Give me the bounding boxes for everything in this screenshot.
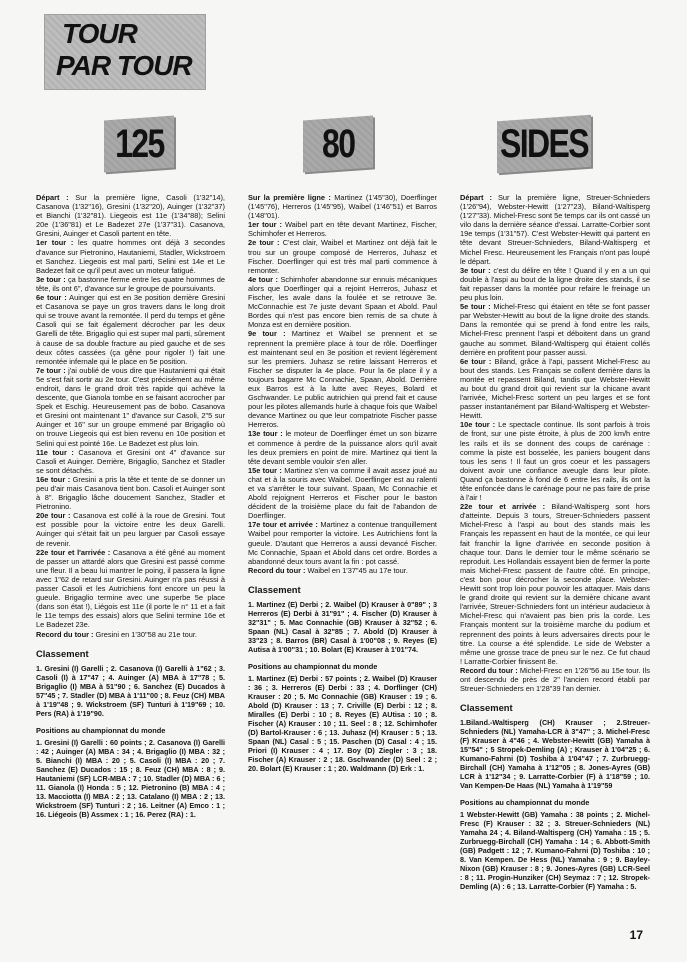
para (460, 357, 650, 421)
para (36, 448, 225, 475)
para-text: Le spectacle continue. Ils sont parfois à trois de front, sur une piste étroite, à plus de 200 km/h entre les rails et ils se donnent des coups de carénage : comme la piste est bosselée, les paniers bougent dans tous les sens ! Il faut un gros coeur et les passagers doivent avoir une confiance aveugle dans leur pilote. Quand ça bastonne à fond de 6 entre les rails, ils ont la tête enfoncée dans le carénage pour ne pas faire de prise à l'air ! (460, 420, 651, 503)
page-title-block (44, 14, 206, 90)
para-text: ça bastonne ferme entre les quatre hommes de tête, ils ont 6", d'avance sur le groupe de poursuivants. (36, 274, 225, 293)
para-text: les quatre hommes ont déjà 3 secondes d'avance sur Pietronino, Hautaniemi, Stadler, Wickstroem et Sanchez. Liegeois est mal parti, Selini est 14e et Le Badezet fait ce qu'il peut avec un moteur fatigué. (36, 238, 226, 275)
para-text: le moteur de Doerflinger émet un son bizarre et commence à perdre de la puissance alors qu'il avait les deux premiers en point de mire. Martinez qui tient la tête devant semble vouloir s'en aller. (248, 429, 438, 466)
para (36, 238, 225, 274)
header-sides-label: SIDES (499, 121, 589, 166)
para-text: Schirnhofer abandonne sur ennuis mécaniques alors que Doerflinger qui a rejoint Herreros, Juhasz et Fischer, les avale dans la foulée et se retrouve 3e. McConnachie est 7e juste devant Spaan et Abold. Paul Bordes qui n'est pas encore bien remis de sa chute à Monza est en dernière position. (248, 274, 437, 330)
para-head: 15e tour : (248, 465, 282, 475)
classement-results: 1. Gresini (I) Garelli ; 2. Casanova (I) Garelli à 1"62 ; 3. Casoli (I) à 17"47 ; 4. Auinger (A) MBA à 17"78 ; 5. Brigaglio (I) MBA à 51"90 ; 6. Sanchez (E) Ducados à 57"45 ; 7. Stadler (D) MBA à 1'11"00 ; 8. Feuz (CH) MBA à 1'19"48 ; 9. Wickstroem (SF) Tunturi à 1'19"69 ; 10. Pers (RA) à 1'19"90. (36, 663, 225, 718)
para (36, 511, 225, 547)
classement-results: 1. Martinez (E) Derbi ; 2. Waibel (D) Krauser à 0"89" ; 3 Herreros (E) Derbi à 31"91" ; 4. Fischer (D) Krauser à 32"31" ; 5. Mac Connachie (GB) Krauser à 32"52 ; 6. Spaan (NL) Casal à 32"85 ; 7. Abold (D) Krauser à 33"23 ; 8. Barros (BR) Casal à 1'00"08 ; 9. Reyes (E) Autisa à 1'00"31 ; 10. Bolart (E) Krauser à 1'01"74. (248, 600, 437, 655)
para-head: 17e tour et arrivée : (248, 520, 318, 530)
para-head: 3e tour : (460, 265, 491, 275)
header-sides (497, 115, 591, 174)
header-80 (303, 116, 373, 173)
para-text: Michel-Fresc qui étaient en tête se font passer par Webster-Hewitt au bout de la ligne droite des stands. Dans la remontée qui se prend à fond entre les rails, Michel-Fresc prennent l'aspi et déboitent dans un grand gauche au sommet. Biland-Waltisperg qui étaient collés derrière en profitent pour passer aussi. (460, 302, 650, 357)
para-head: 2e tour : (248, 238, 280, 248)
para (460, 502, 650, 666)
para (248, 220, 437, 238)
para-head: Record du tour : (248, 565, 306, 575)
header-125-label: 125 (114, 121, 164, 166)
para-head: 6e tour : (36, 293, 67, 303)
para-head: Départ : (460, 193, 492, 202)
para (248, 329, 437, 429)
page-number: 17 (629, 928, 643, 942)
para-head: 22e tour et l'arrivée : (36, 547, 111, 557)
para-text: Gresini a pris la tête et tente de se donner un peu d'air mais Casanova tient bon. Casoli et Auinger sont à 8". Brigaglio lâche doucement Sanchez, Stadler et Pietronino. (36, 474, 225, 512)
para-head: 5e tour : (460, 302, 491, 312)
championship-standings: 1. Gresini (I) Garelli : 60 points ; 2. Casanova (I) Garelli : 42 ; Auinger (A) MBA : 34 ; 4. Brigaglio (I) MBA : 32 ; 5. Bianchi (I) MBA : 20 ; 5. Casoli (I) MBA : 20 ; 7. Sanchez (E) Ducados : 15 ; 8. Feuz (CH) MBA : 8 ; 9. Hautaniemi (SF) LCR-MBA : 7 ; 10. Stadler (D) MBA : 6 ; 11. Gianola (I) Honda : 5 ; 12. Pietronino (B) MBA : 4 ; 13. Macciotta (I) MBA : 2 ; 13. Catalano (I) MBA : 2 ; 13. Wickstroem (SF) Tunturi : 2 ; 16. Leitner (A) Emco : 1 ; 16. Liégeois (B) Assmex : 1 ; 16. Perez (RA) : 1. (36, 737, 225, 819)
para (36, 293, 225, 366)
para-head: Record du tour : (36, 629, 94, 639)
para-text: Martinez a contenue tranquillement Waibel pour remporter la victoire. Les Autrichiens font la gueule. D'autant que Herreros a aussi devancé Fischer. Mc Connachie, Spaan et Abold dans cet ordre. Bordes a abandonné deux tours avant la fin : pot cassé. (248, 520, 437, 566)
para-head: 20e tour : (36, 511, 71, 521)
page-title-line1: TOUR (62, 18, 137, 49)
para (460, 266, 650, 302)
para-text: Gresini en 1'30"58 au 21e tour. (95, 629, 197, 639)
column-80 (248, 193, 437, 773)
para (460, 420, 650, 502)
para (36, 548, 225, 630)
para-text: j'ai oublié de vous dire que Hautaniemi qui était 5e s'est fait sortir au 2e tour. C'est précisément au même endroit, dans le grand droit très rapide qui achève la descente, que Gianola tombe en se faisant accrocher par Spek et Eschig. Heureusement pas de bobo. Casanova et Gresini ont maintenant 1" d'avance sur Casoli, 2"5 sur Auinger et 16" sur un groupe emmené par Brigaglio où on trouve Liegeois qui est bien revenu en 10e position et Selini qui est pointé 16e. Le Badezet est plus loin. (36, 365, 225, 448)
para-head: Départ : (36, 193, 69, 202)
para (36, 193, 225, 238)
para (248, 429, 437, 465)
para-head: 7e tour : (36, 365, 66, 375)
para-head: 6e tour : (460, 356, 492, 366)
para (36, 475, 225, 511)
para (248, 238, 437, 274)
para-text: Waibel en 1'37"45 au 17e tour. (307, 565, 408, 575)
para (248, 275, 437, 330)
para-text: C'est clair, Waibel et Martinez ont déjà fait le trou sur un groupe composé de Herreros, Juhasz et Fischer. Doerflinger qui est très mal parti commence à remonter. (248, 238, 437, 275)
para-text: c'est du délire en tête ! Quand il y en a un qui double à l'aspi au bout de la ligne droite des stands, il se fait repasser dans la montée pour refaire le freinage un peu plus loin. (460, 265, 651, 303)
para-head: 22e tour et arrivée : (460, 502, 546, 512)
para-text: Auinger qui est en 3e position derrière Gresini et Casanova se paye un gros travers dans le long droit qui se trouve avant la remontée. Il perd du temps et gêne Casoli qui se fait également décrocher par les deux Garelli de tête. Brigaglio qui est super mal parti, sûrement à cause de sa double fracture au pied gauche et de ses deux côtes cassées (ça gêne pour rigoler !) fait une remontée infernale qui le place en 5e position. (36, 293, 225, 366)
para-head: 1er tour : (36, 238, 74, 248)
para (248, 466, 437, 521)
para (460, 302, 650, 357)
para (460, 193, 650, 266)
championship-heading: Positions au championnat du monde (248, 662, 378, 672)
para-head: 16e tour : (36, 474, 71, 484)
classement-heading: Classement (36, 647, 89, 659)
para (248, 566, 437, 575)
para-text: Biland-Waltisperg sont hors d'atteinte. Depuis 3 tours, Streuer-Schnieders passent Michel-Fresc à l'aspi au bout des stands mais les Français les repassent en haut de la montée, ce qui leur fait franchir la ligne d'arrivée en seconde position à chaque tour. Dans le dernier tour le même scénario se reproduit. Les Hollandais essayent bien de fermer la porte mais Michel-Fresc passent de l'autre côté. En principe, c'est bon pour décrocher la seconde place. Webster-Hewitt sont trop loin pour pouvoir les attaquer. Mais dans le grand droite qui revient sur la dernière chicane avant l'arrivée, Streuer-Schnieders font un intérieur audacieux à Michel-Fresc qui n'avaient pas bien pris la corde. Les Français montent sur la troisième marche du podium et reprennent des points à leurs adversaires directs pour le titre. La course a été splendide. Le side de Webster a même une grosse trace de pneu sur le nez. Ce fut chaud ! Larratte-Corbier finissent 8e. (460, 502, 650, 666)
para-text: Martinez et Waibel se prennent et se reprennent la première place à tour de rôle. Doerflinger est maintenant seul en 3e position et revient légèrement sur les premiers. Juhasz se retire laissant Herreros et Fischer se disputer la 4e place. Pour la 6e place il y a toujours bagarre Mc Connachie, Spaan, Abold. Derrière eux Barros est à la lutte avec Reyes, Bolard et Gschwander. Le public autrichien qui prend fait et cause pour les pilotes allemands hurle à chaque fois que Waibel devance Martinez ou que leur compatriote Fischer passe Herreros. (248, 329, 437, 430)
para (248, 193, 437, 220)
para-head: Sur la première ligne : (248, 193, 331, 202)
para (36, 275, 225, 293)
para-head: Record du tour : (460, 665, 518, 675)
para-text: Martinez s'en va comme il avait assez joué au chat et à la souris avec Waibel. Doerflinger est au ralenti et va s'arrêter le tour suivant. Spaan, Mc Connachie et Abold rejoignent Herreros et Fischer pour le baston décident de la troisième place du fait de l'abandon de Doerflinger. (248, 465, 437, 521)
classement-results: 1.Biland.-Waltisperg (CH) Krauser ; 2.Streuer-Schnieders (NL) Yamaha-LCR à 3"47" ; 3. Michel-Fresc (F) Krauser à 4"46 ; 4. Webster-Hewitt (GB) Yamaha à 15"54" ; 5 Stropek-Demling (A) ; Krauser à 1'04"25 ; 6. Kumano-Fahrni (D) Toshiba à 1'04"47 ; 7. Zurbruegg-Birchall (CH) Yamaha à 1'12"05 ; 8. Jones-Ayres (GB) LCR à 1'12"34 ; 9. Larratte-Corbier (F) à 1'18"59 ; 10. Van Kempen-De Haas (NL) Yamaha à 1'19"59 (460, 718, 650, 791)
championship-standings: 1 Webster-Hewitt (GB) Yamaha : 38 points ; 2. Michel-Fresc (F) Krauser : 32 ; 3. Streuer-Schnieders (NL) Yamaha 24 ; 4. Biland-Waltisperg (CH) Yamaha : 15 ; 5. Zurbruegg-Birchall (CH) Yamaha : 14 ; 6. Abbott-Smith (GB) Padgett : 12 ; 7. Kumano-Fahrni (D) Toshiba : 10 ; 8. Van Kempen. De Hess (NL) Yamaha : 9 ; 9. Bayley-Nixon (GB) Krauser : 8 ; 9. Jones-Ayres (GB) LCR-Seel : 8 ; 11. Progin-Hunziker (CH) Seymaz : 7 ; 12. Stropek-Demling (A) : 6 ; 13. Larratte-Corbier (F) Yamaha : 5. (460, 810, 650, 892)
para-head: 11e tour : (36, 447, 74, 457)
header-125 (104, 116, 174, 173)
para-head: 4e tour : (248, 274, 278, 284)
para-text: Casanova a été gêné au moment de passer un attardé alors que Gresini est passé comme une fleur. Il a beau lui mantrer le poing, il passera la ligne avec 1"62 de retard sur Gresini. Auinger n'a pas réussi à passer Casoli et les Autrichiens font encore un peu la gueule. Brigaglio termine avec une superbe 5e place (dans son état !), Liégois est 11e (il porte le n° 11 et a fait le 11e temps des essais) alors que Selini termine 16e et Le Badezet 23e. (36, 547, 225, 630)
para-text: Martinez (1'45"30), Doerflinger (1'45"76), Herreros (1'45"95), Waibel (1'46"51) et Barros (1'48"01). (248, 193, 437, 221)
para (460, 666, 650, 693)
para-head: 9e tour : (248, 329, 286, 339)
para-head: 1er tour : (248, 220, 282, 230)
para-text: Biland, grâce à l'api, passent Michel-Fresc au bout des stands. Les Français se collent derrière dans la montée et repassent Biland, tandis que Webster-Hewitt au bout du grand droit qui revient sur la chicane avant l'arrivée, Michel-Fresc sortent un peu larges et se font passer instantanément par Biland-Waltisperg et Webster-Hewitt. (460, 356, 650, 421)
classement-heading: Classement (248, 583, 301, 595)
para (36, 630, 225, 639)
column-125 (36, 193, 225, 819)
para-head: 3e tour : (36, 274, 66, 284)
championship-standings: 1. Martinez (E) Derbi : 57 points ; 2. Waibel (D) Krauser : 36 ; 3. Herreros (E) Derbi : 33 ; 4. Dorflinger (CH) Krauser : 20 ; 5. Mc Connachie (GB) Krauser : 19 ; 6. Abold (D) Krauser : 13 ; 7. Criville (E) Derbi : 12 ; 8. Miralles (E) Derbi : 10 ; 8. Reyes (E) AUtisa : 10 ; 8. Fischer (A) Krauser : 10 ; 11. Seel : 8 ; 12. Schirnhofer (D) Bartol-Krauser : 6 ; 13. Juhasz (H) Krauser : 5 ; 13. Spaan (NL) Casal : 5 ; 15. Paschen (D) Casal : 4 ; 15. Priori (I) Krauser : 4 ; 17. Boy (D) Ziegler : 3 ; 18. Fischer (A) Krauser : 2 ; 18. Gschwander (D) Seel : 2 ; 20. Bolart (E) Krauser : 1 ; 20. Waldmann (D) Erk : 1. (248, 674, 437, 774)
header-80-label: 80 (321, 121, 355, 166)
para-text: Casanova et Gresini ont 4" d'avance sur Casoli et Auinger. Derrière, Brigaglio, Sanchez et Stadler se sont détachés. (36, 447, 225, 475)
championship-heading: Positions au championnat du monde (36, 725, 166, 735)
classement-heading: Classement (460, 702, 513, 714)
page-title-line2: PAR TOUR (56, 50, 192, 81)
para-head: 10e tour : (460, 420, 496, 430)
para-text: Michel-Fresc en 1'26"56 au 15e tour. Ils ont descendu de près de 2" l'ancien record établi par Streuer-Schnieders en 1'28"39 l'an dernier. (460, 665, 650, 694)
championship-heading: Positions au championnat du monde (460, 798, 590, 808)
para-text: Sur la première ligne, Casoli (1'32"14), Casanova (1'32"16), Gresini (1'32"20), Auinger (1'32"37) et Bianchi (1'32"81). Liegeois est 11e (1'34"88); Selini 20e (1'36"81) et Le Badezet 27e (1'37"31). Casanova, Gresini, Auinger et Casoli partent en tête. (36, 193, 225, 239)
para-text: Waibel part en tête devant Martinez, Fischer, Schirnhofer et Herreros. (248, 220, 437, 239)
para-text: Sur la première ligne, Streuer-Schnieders (1'26"94), Webster-Hewitt (1'27"23), Biland-Waltisperg (1'27"33). Michel-Fresc sont 5e temps car ils ont cassé un vilo dans la dernière séance d'essai. Larratte-Corbier sont 19e temps (1'31"57). C'est Webster-Hewitt qui partent en tête devant Streuer-Schnieders, Biland-Waltisperg et Michel Fresc. Heureusement les Français n'ont pas loupé le départ. (460, 193, 650, 266)
para (36, 366, 225, 448)
para-text: Casanova est collé à la roue de Gresini. Tout est possible pour la victoire entre les deux Garelli. Auinger qui s'était fait un peu larguer par Casoli essaye de revenir. (36, 511, 225, 548)
column-sides (460, 193, 650, 891)
para-head: 13e tour : (248, 429, 283, 439)
para (248, 520, 437, 565)
